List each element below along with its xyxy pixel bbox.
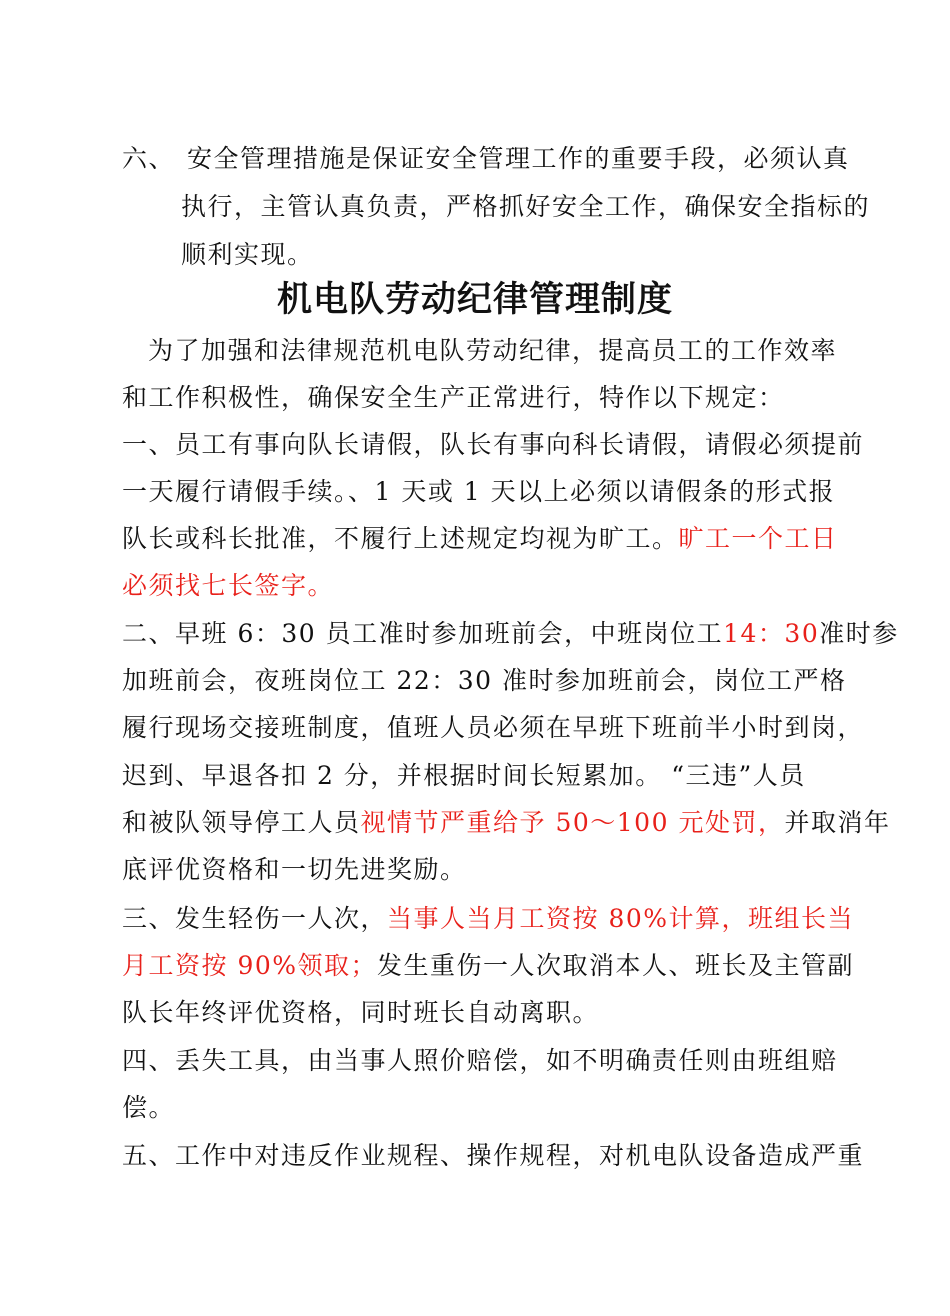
section6-number: 六、 [122,144,176,173]
item1-absence-highlight: 旷工一个工日 [678,524,838,553]
item2-line-1-text: 二、早班 6：30 员工准时参加班前会，中班岗位工 [122,619,724,648]
item2-line-2: 加班前会，夜班岗位工 22：30 准时参加班前会，岗位工严格 [122,666,847,695]
item1-line-3-text: 队长或科长批准，不履行上述规定均视为旷工。 [122,524,679,553]
item5-line-1: 五、工作中对违反作业规程、操作规程，对机电队设备造成严重 [122,1141,865,1170]
item2-line-5-text: 和被队领导停工人员 [122,808,361,837]
item4-line-1: 四、丢失工具，由当事人照价赔偿，如不明确责任则由班组赔 [122,1046,838,1075]
document-title: 机电队劳动纪律管理制度 [276,280,673,320]
item3-line-3: 队长年终评优资格，同时班长自动离职。 [122,998,600,1027]
item3-wage-highlight-1: 当事人当月工资按 80%计算，班组长当 [387,904,855,933]
item2-line-3: 履行现场交接班制度，值班人员必须在早班下班前半小时到岗， [122,713,865,742]
item1-line-2: 一天履行请假手续。、1 天或 1 天以上必须以请假条的形式报 [122,477,836,506]
item2-line-1-tail: 准时参 [819,619,899,648]
item3-line-1 [122,902,862,936]
item3-line-2 [122,949,862,983]
section6-line-2: 执行，主管认真负责，严格抓好安全工作，确保安全指标的 [181,192,871,221]
item3-line-2-text: 发生重伤一人次取消本人、班长及主管副 [377,951,855,980]
item2-penalty-highlight: 视情节严重给予 50～100 元处罚， [360,808,785,837]
item2-line-1 [122,617,899,651]
item2-line-5-tail: 并取消年 [784,808,891,837]
section6-line-1 [122,142,850,176]
section6-text-1: 安全管理措施是保证安全管理工作的重要手段，必须认真 [187,144,850,173]
item2-time-highlight: 14：30 [723,619,820,648]
intro-line-1: 为了加强和法律规范机电队劳动纪律，提高员工的工作效率 [148,336,838,365]
intro-line-2: 和工作积极性，确保安全生产正常进行，特作以下规定： [122,383,785,412]
item2-line-5 [122,806,891,840]
item3-line-1-text: 三、发生轻伤一人次， [122,904,388,933]
item2-line-6: 底评优资格和一切先进奖励。 [122,855,467,884]
item2-line-4: 迟到、早退各扣 2 分，并根据时间长短累加。 “三违”人员 [122,761,806,790]
item1-line-3 [122,522,862,556]
item1-line-1: 一、员工有事向队长请假，队长有事向科长请假，请假必须提前 [122,430,865,459]
item4-line-2: 偿。 [122,1093,176,1122]
item1-line-4: 必须找七长签字。 [122,571,335,600]
item3-wage-highlight-2: 月工资按 90%领取； [122,951,378,980]
section6-line-3: 顺利实现。 [181,240,314,269]
